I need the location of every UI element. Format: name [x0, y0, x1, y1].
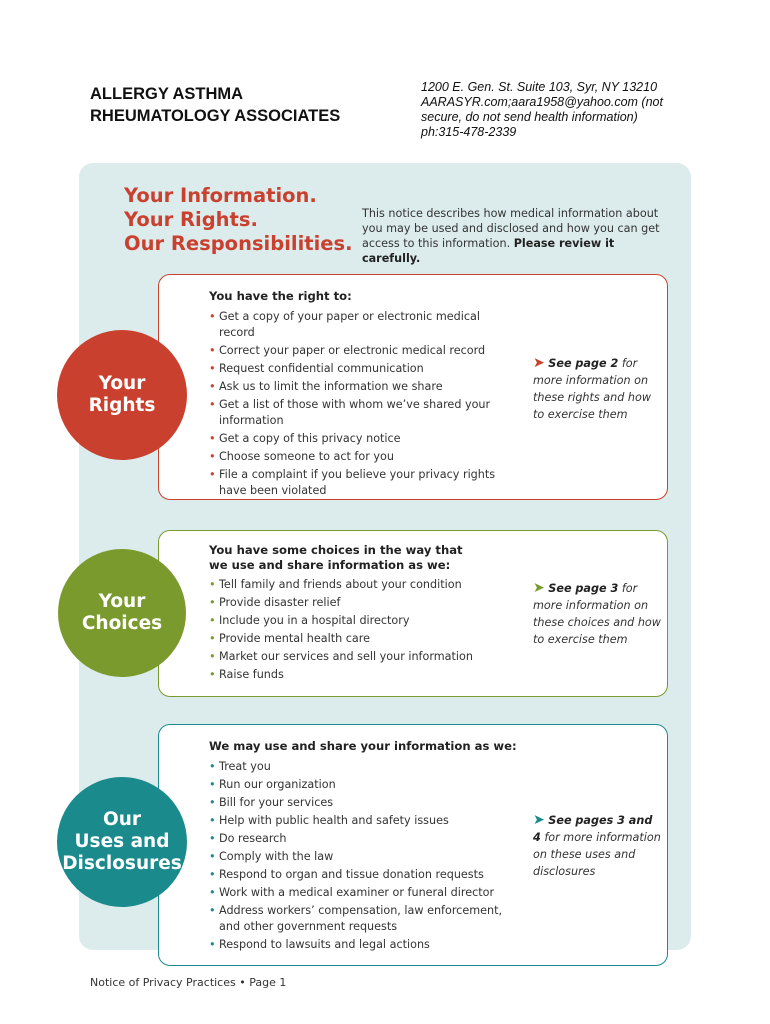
- rights-see-page-ref: See page 2: [548, 357, 619, 370]
- title-line: Your Information.: [124, 184, 317, 207]
- organization-name-line2: RHEUMATOLOGY ASSOCIATES: [90, 107, 341, 125]
- list-item: • Market our services and sell your information: [209, 649, 509, 665]
- list-item: • Provide disaster relief: [209, 595, 509, 611]
- list-item: • Work with a medical examiner or funeral director: [209, 885, 509, 901]
- your-choices-circle: [58, 549, 186, 677]
- list-item: • Respond to lawsuits and legal actions: [209, 937, 509, 953]
- rights-list: [209, 309, 509, 501]
- list-item: • Get a copy of this privacy notice: [209, 431, 509, 447]
- page-title: [124, 184, 353, 256]
- uses-disclosures-circle: [57, 777, 187, 907]
- list-item: • Request confidential communication: [209, 361, 509, 377]
- contact-web-email: AARASYR.com;aara1958@yahoo.com (not: [421, 95, 663, 109]
- choices-box: [158, 530, 668, 697]
- uses-see-page-ref: See pages 3 and 4: [533, 814, 653, 844]
- choices-see-page-ref: See page 3: [548, 582, 619, 595]
- contact-email-note: secure, do not send health information): [421, 110, 638, 124]
- choices-list: [209, 577, 509, 685]
- uses-heading: We may use and share your information as we:: [209, 739, 517, 753]
- list-item: • Choose someone to act for you: [209, 449, 509, 465]
- list-item: • Comply with the law: [209, 849, 509, 865]
- arrow-right-icon: ➤: [533, 812, 545, 828]
- list-item: • File a complaint if you believe your privacy rights have been violated: [209, 467, 509, 499]
- page-footer: Notice of Privacy Practices • Page 1: [90, 976, 287, 989]
- list-item: • Raise funds: [209, 667, 509, 683]
- list-item: • Help with public health and safety issues: [209, 813, 509, 829]
- arrow-right-icon: ➤: [533, 580, 545, 596]
- arrow-right-icon: ➤: [533, 355, 545, 371]
- title-line: Our Responsibilities.: [124, 232, 353, 255]
- list-item: • Get a list of those with whom we’ve shared your information: [209, 397, 509, 429]
- organization-name-line1: ALLERGY ASTHMA: [90, 85, 244, 103]
- contact-phone: ph:315-478-2339: [421, 125, 517, 139]
- contact-info: [421, 80, 701, 140]
- choices-see-page-text: for more information on these choices and how to exercise them: [533, 582, 661, 646]
- intro-emphasis: Please review it carefully.: [362, 237, 615, 265]
- uses-box: [158, 724, 668, 966]
- list-item: • Bill for your services: [209, 795, 509, 811]
- your-rights-circle: [57, 330, 187, 460]
- list-item: • Correct your paper or electronic medical record: [209, 343, 509, 359]
- list-item: • Respond to organ and tissue donation requests: [209, 867, 509, 883]
- choices-heading: You have some choices in the way that we use and share information as we:: [209, 543, 463, 572]
- list-item: • Provide mental health care: [209, 631, 509, 647]
- rights-heading: You have the right to:: [209, 289, 352, 303]
- uses-disclosures-label: Our Uses and Disclosures: [62, 809, 182, 874]
- uses-list: [209, 759, 509, 955]
- organization-name: [90, 83, 340, 127]
- list-item: • Ask us to limit the information we share: [209, 379, 509, 395]
- uses-see-page: [533, 812, 661, 880]
- contact-address: 1200 E. Gen. St. Suite 103, Syr, NY 13210: [421, 80, 658, 94]
- intro-text: [362, 206, 672, 266]
- intro-body: This notice describes how medical information about you may be used and disclosed and how you can get access to this information.: [362, 207, 660, 250]
- rights-see-page: [533, 355, 661, 423]
- list-item: • Do research: [209, 831, 509, 847]
- your-choices-label: Your Choices: [81, 591, 163, 634]
- list-item: • Include you in a hospital directory: [209, 613, 509, 629]
- list-item: • Tell family and friends about your condition: [209, 577, 509, 593]
- title-line: Your Rights.: [124, 208, 258, 231]
- choices-see-page: [533, 580, 661, 648]
- rights-see-page-text: for more information on these rights and how to exercise them: [533, 357, 651, 421]
- rights-box: [158, 274, 668, 500]
- list-item: • Run our organization: [209, 777, 509, 793]
- uses-see-page-text: for more information on these uses and disclosures: [533, 831, 661, 878]
- your-rights-label: Your Rights: [88, 373, 156, 416]
- list-item: • Address workers’ compensation, law enforcement, and other government requests: [209, 903, 509, 935]
- list-item: • Get a copy of your paper or electronic medical record: [209, 309, 509, 341]
- list-item: • Treat you: [209, 759, 509, 775]
